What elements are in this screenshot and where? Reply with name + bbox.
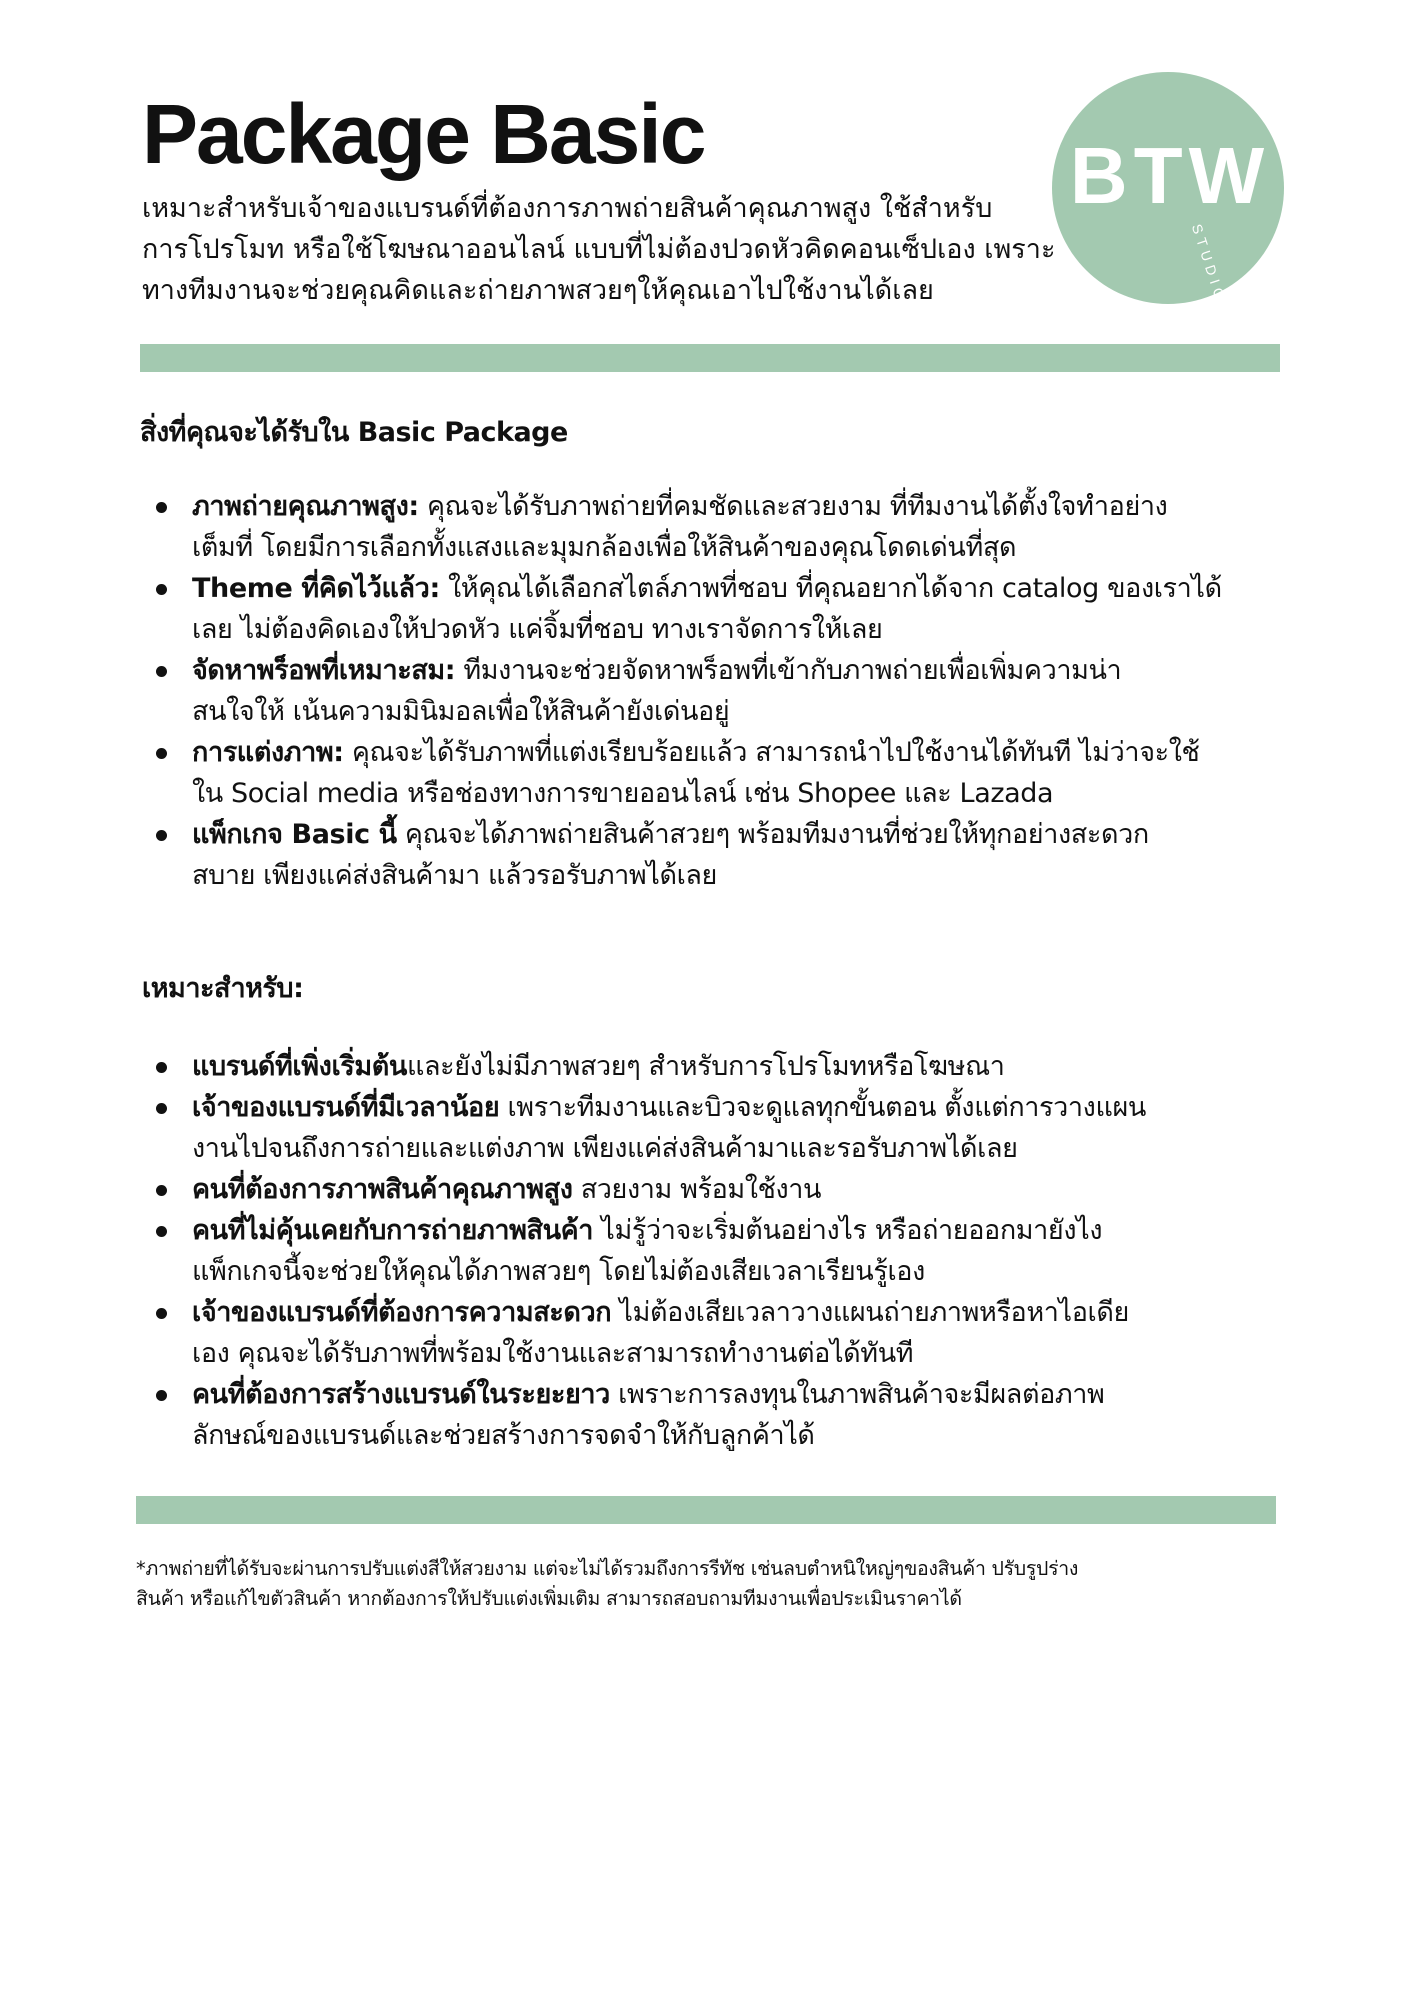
list-item: เจ้าของแบรนด์ที่มีเวลาน้อย เพราะทีมงานและบิวจะดูแลทุกขั้นตอน ตั้งแต่การวางแผน งานไปจนถึงการถ่ายและแต่งภาพ เพียงแค่ส่งสินค้ามาและรอรับภาพได้เลย	[148, 1087, 1288, 1169]
list-item: คนที่ไม่คุ้นเคยกับการถ่ายภาพสินค้า ไม่รู้ว่าจะเริ่มต้นอย่างไร หรือถ่ายออกมายังไง แพ็กเกจนี้จะช่วยให้คุณได้ภาพสวยๆ โดยไม่ต้องเสียเวลาเรียนรู้เอง	[148, 1210, 1288, 1292]
intro-line: ทางทีมงานจะช่วยคุณคิดและถ่ายภาพสวยๆให้คุณเอาไปใช้งานได้เลย	[142, 275, 934, 306]
footnote	[136, 1554, 1296, 1614]
list-item: Theme ที่คิดไว้แล้ว: ให้คุณได้เลือกสไตล์ภาพที่ชอบ ที่คุณอยากได้จาก catalog ของเราได้ เลย ไม่ต้องคิดเองให้ปวดหัว แค่จิ้มที่ชอบ ทางเราจัดการให้เลย	[148, 568, 1288, 650]
list-item: จัดหาพร็อพที่เหมาะสม: ทีมงานจะช่วยจัดหาพร็อพที่เข้ากับภาพถ่ายเพื่อเพิ่มความน่า สนใจให้ เน้นความมินิมอลเพื่อให้สินค้ายังเด่นอยู่	[148, 650, 1288, 732]
list-item: คนที่ต้องการภาพสินค้าคุณภาพสูง สวยงาม พร้อมใช้งาน	[148, 1169, 1288, 1210]
btw-studio-logo	[1052, 72, 1284, 304]
page-title: Package Basic	[142, 87, 705, 181]
intro-line: เหมาะสำหรับเจ้าของแบรนด์ที่ต้องการภาพถ่ายสินค้าคุณภาพสูง ใช้สำหรับ	[142, 193, 993, 224]
list-item: การแต่งภาพ: คุณจะได้รับภาพที่แต่งเรียบร้อยแล้ว สามารถนำไปใช้งานได้ทันที ไม่ว่าจะใช้ ใน Social media หรือช่องทางการขายออนไลน์ เช่น Shopee และ Lazada	[148, 732, 1288, 814]
list-item: แพ็กเกจ Basic นี้ คุณจะได้ภาพถ่ายสินค้าสวยๆ พร้อมทีมงานที่ช่วยให้ทุกอย่างสะดวก สบาย เพียงแค่ส่งสินค้ามา แล้วรอรับภาพได้เลย	[148, 814, 1288, 896]
list-item: ภาพถ่ายคุณภาพสูง: คุณจะได้รับภาพถ่ายที่คมชัดและสวยงาม ที่ทีมงานได้ตั้งใจทำอย่าง เต็มที่ โดยมีการเลือกทั้งแสงและมุมกล้องเพื่อให้สินค้าของคุณโดดเด่นที่สุด	[148, 486, 1288, 568]
suitable-heading: เหมาะสำหรับ:	[142, 973, 304, 1004]
footnote-line: สินค้า หรือแก้ไขตัวสินค้า หากต้องการให้ปรับแต่งเพิ่มเติม สามารถสอบถามทีมงานเพื่อประเมินราคาได้	[136, 1587, 962, 1610]
benefits-heading: สิ่งที่คุณจะได้รับใน Basic Package	[140, 417, 568, 448]
divider-bar-top	[140, 344, 1280, 372]
intro-line: การโปรโมท หรือใช้โฆษณาออนไลน์ แบบที่ไม่ต้องปวดหัวคิดคอนเซ็ปเอง เพราะ	[142, 234, 1056, 265]
footnote-line: *ภาพถ่ายที่ได้รับจะผ่านการปรับแต่งสีให้สวยงาม แต่จะไม่ได้รวมถึงการรีทัช เช่นลบตำหนิใหญ่ๆของสินค้า ปรับรูปร่าง	[136, 1557, 1079, 1580]
list-item: คนที่ต้องการสร้างแบรนด์ในระยะยาว เพราะการลงทุนในภาพสินค้าจะมีผลต่อภาพ ลักษณ์ของแบรนด์และช่วยสร้างการจดจำให้กับลูกค้าได้	[148, 1374, 1288, 1456]
divider-bar-bottom	[136, 1496, 1276, 1524]
benefits-list	[148, 486, 1288, 896]
logo-studio-text: STUDIO	[1188, 222, 1230, 306]
list-item: แบรนด์ที่เพิ่งเริ่มต้นและยังไม่มีภาพสวยๆ สำหรับการโปรโมทหรือโฆษณา	[148, 1046, 1288, 1087]
intro-paragraph	[142, 188, 1056, 311]
logo-mark: BTW	[1069, 131, 1271, 220]
suitable-list	[148, 1046, 1288, 1456]
list-item: เจ้าของแบรนด์ที่ต้องการความสะดวก ไม่ต้องเสียเวลาวางแผนถ่ายภาพหรือหาไอเดีย เอง คุณจะได้รับภาพที่พร้อมใช้งานและสามารถทำงานต่อได้ทันที	[148, 1292, 1288, 1374]
